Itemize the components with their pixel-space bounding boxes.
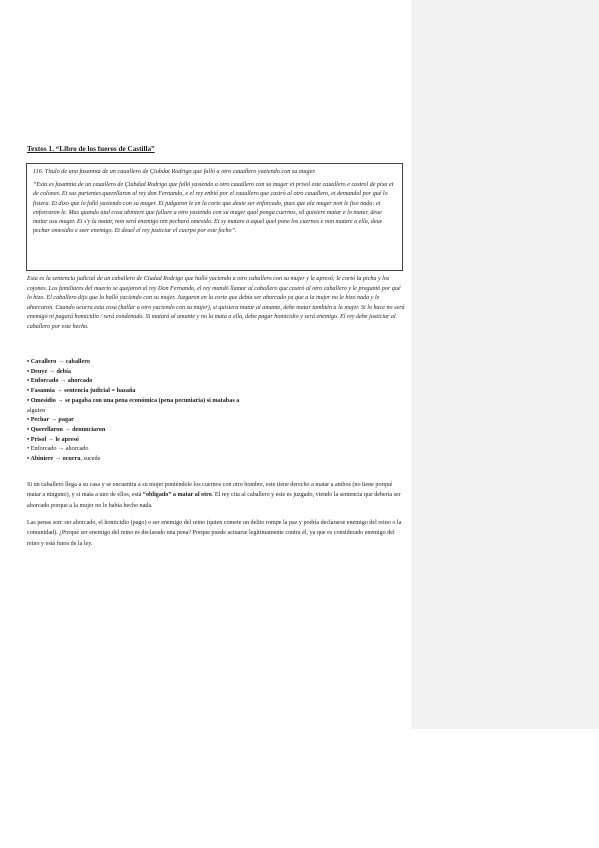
vocab-item: • Enforcado → ahorcado	[27, 445, 89, 453]
document-title: Textos 1. “Libro de los fueros de Castilla”	[27, 145, 155, 153]
vocab-item: • Deuye → debía	[27, 367, 71, 375]
comment-margin-pane	[411, 0, 599, 729]
vocab-item: • Querellaron → denunciaron	[27, 425, 106, 433]
quote-body: “Esta es fasannia de un cauallero de Çiubdad Rodrigo que falló yasiendo a otro cauallero con su muger et prisol este cauallero e castrol de pixa et de colones. Et sus parientes querellaron al rey don Fernando, e el rey enbió por el cauallero que castró al otro cauallero, et demandol por qué lo fisiera. Et dixo que lo falló yasiendo con su muger. Et judgaron le en la corte que deuie ser enforcado, pues que ala muger non le fiso nada; et enforcaron le. Mas quando atal cosa abiniere que fallare a otro yasiendo con su muger qual ponga cuernos, sil quisiere matar e lo matar, deue matar asu muger. Et s'y la matar, non será enemigo nin pechará omesido. Et sy matare a aquel quel pone los cuernos e non matare a ella, deue pechar omesidio e seer enemigo. Et deuel el rey justiciar el cuerpo por este fecho”.	[33, 182, 394, 235]
quote-box	[26, 163, 403, 271]
vocab-item: • Cavallero → caballero	[27, 358, 90, 365]
vocab-item: • Pechar → pagar	[27, 416, 74, 424]
vocab-item: • Omesidio → se pagaba con una pena económica (pena pecuniaria) si matabas a	[27, 396, 240, 404]
vocab-item: • Enforcado → ahorcado	[27, 377, 93, 385]
vocab-item-continuation: alguien	[27, 406, 46, 414]
summary-paragraph: Esta es la sentencia judicial de un caballero de Ciudad Rodrigo que halló yaciendo a otro caballero con su mujer y le apresó; le cortó la picha y los cojones. Los familiares del muerto se quejaron al rey Don Fernando, el rey mandó llamar al caballero que castró al otro caballero y le preguntó por qué lo hizo. El caballero dijo que lo halló yaciendo con su mujer. Juzgaron en la corte que debía ser ahorcado ya que a la mujer no le hizo nada y le ahorcaron. Cuando ocurra esta cosa (hallar a otro yaciendo con su mujer), si quisiera matar al amante, debe matar también a la mujer. Si lo hace no será enemigo ni pagará homicidio / será condenado. Si matará al amante y no la mata a ella, debe pagar homicidio y será enemigo. El rey debe justiciar al caballero por este hecho.	[27, 276, 405, 330]
quote-heading: 116. Título de una fasannia de un cauallero de Çiubdat Rodrigo que falló a otro cauallero yaziendo con su muger.	[33, 168, 316, 175]
vocabulary-list	[27, 357, 407, 464]
emphasis-text: “obligado” a matar al otro	[142, 492, 212, 499]
analysis-paragraph-1: Si un caballero llega a su casa y se encuentra a su mujer poniéndole los cuernos con otro hombre, este tiene derecho a matar a ambos (no tiene porqué matar a ninguno), y si mata a uno de ellos, está “obligado” a matar al otro. El rey cita al caballero y este es juzgado, viendo la sentencia que debería ser ahorcado porque a la mujer no le había hecho nada.	[27, 482, 401, 509]
vocab-item: • Fasannia → sentencia judicial = hazaña	[27, 387, 136, 395]
vocab-item: • Prisol → le apresó	[27, 435, 79, 443]
analysis-paragraph-2: Las penas son: ser ahorcado, el homicidio (pago) o ser enemigo del reino (quien comete un delito rompe la paz y podría declararse enemigo del reino o la comunidad). ¿Porqué ser enemigo del reino es declarado una pena? Porque puede actuarse legítimamente contra él, ya que es considerado enemigo del reino y está fuera de la ley.	[27, 520, 402, 547]
vocab-item: • Abiniere → ocurra, sucede	[27, 455, 101, 463]
